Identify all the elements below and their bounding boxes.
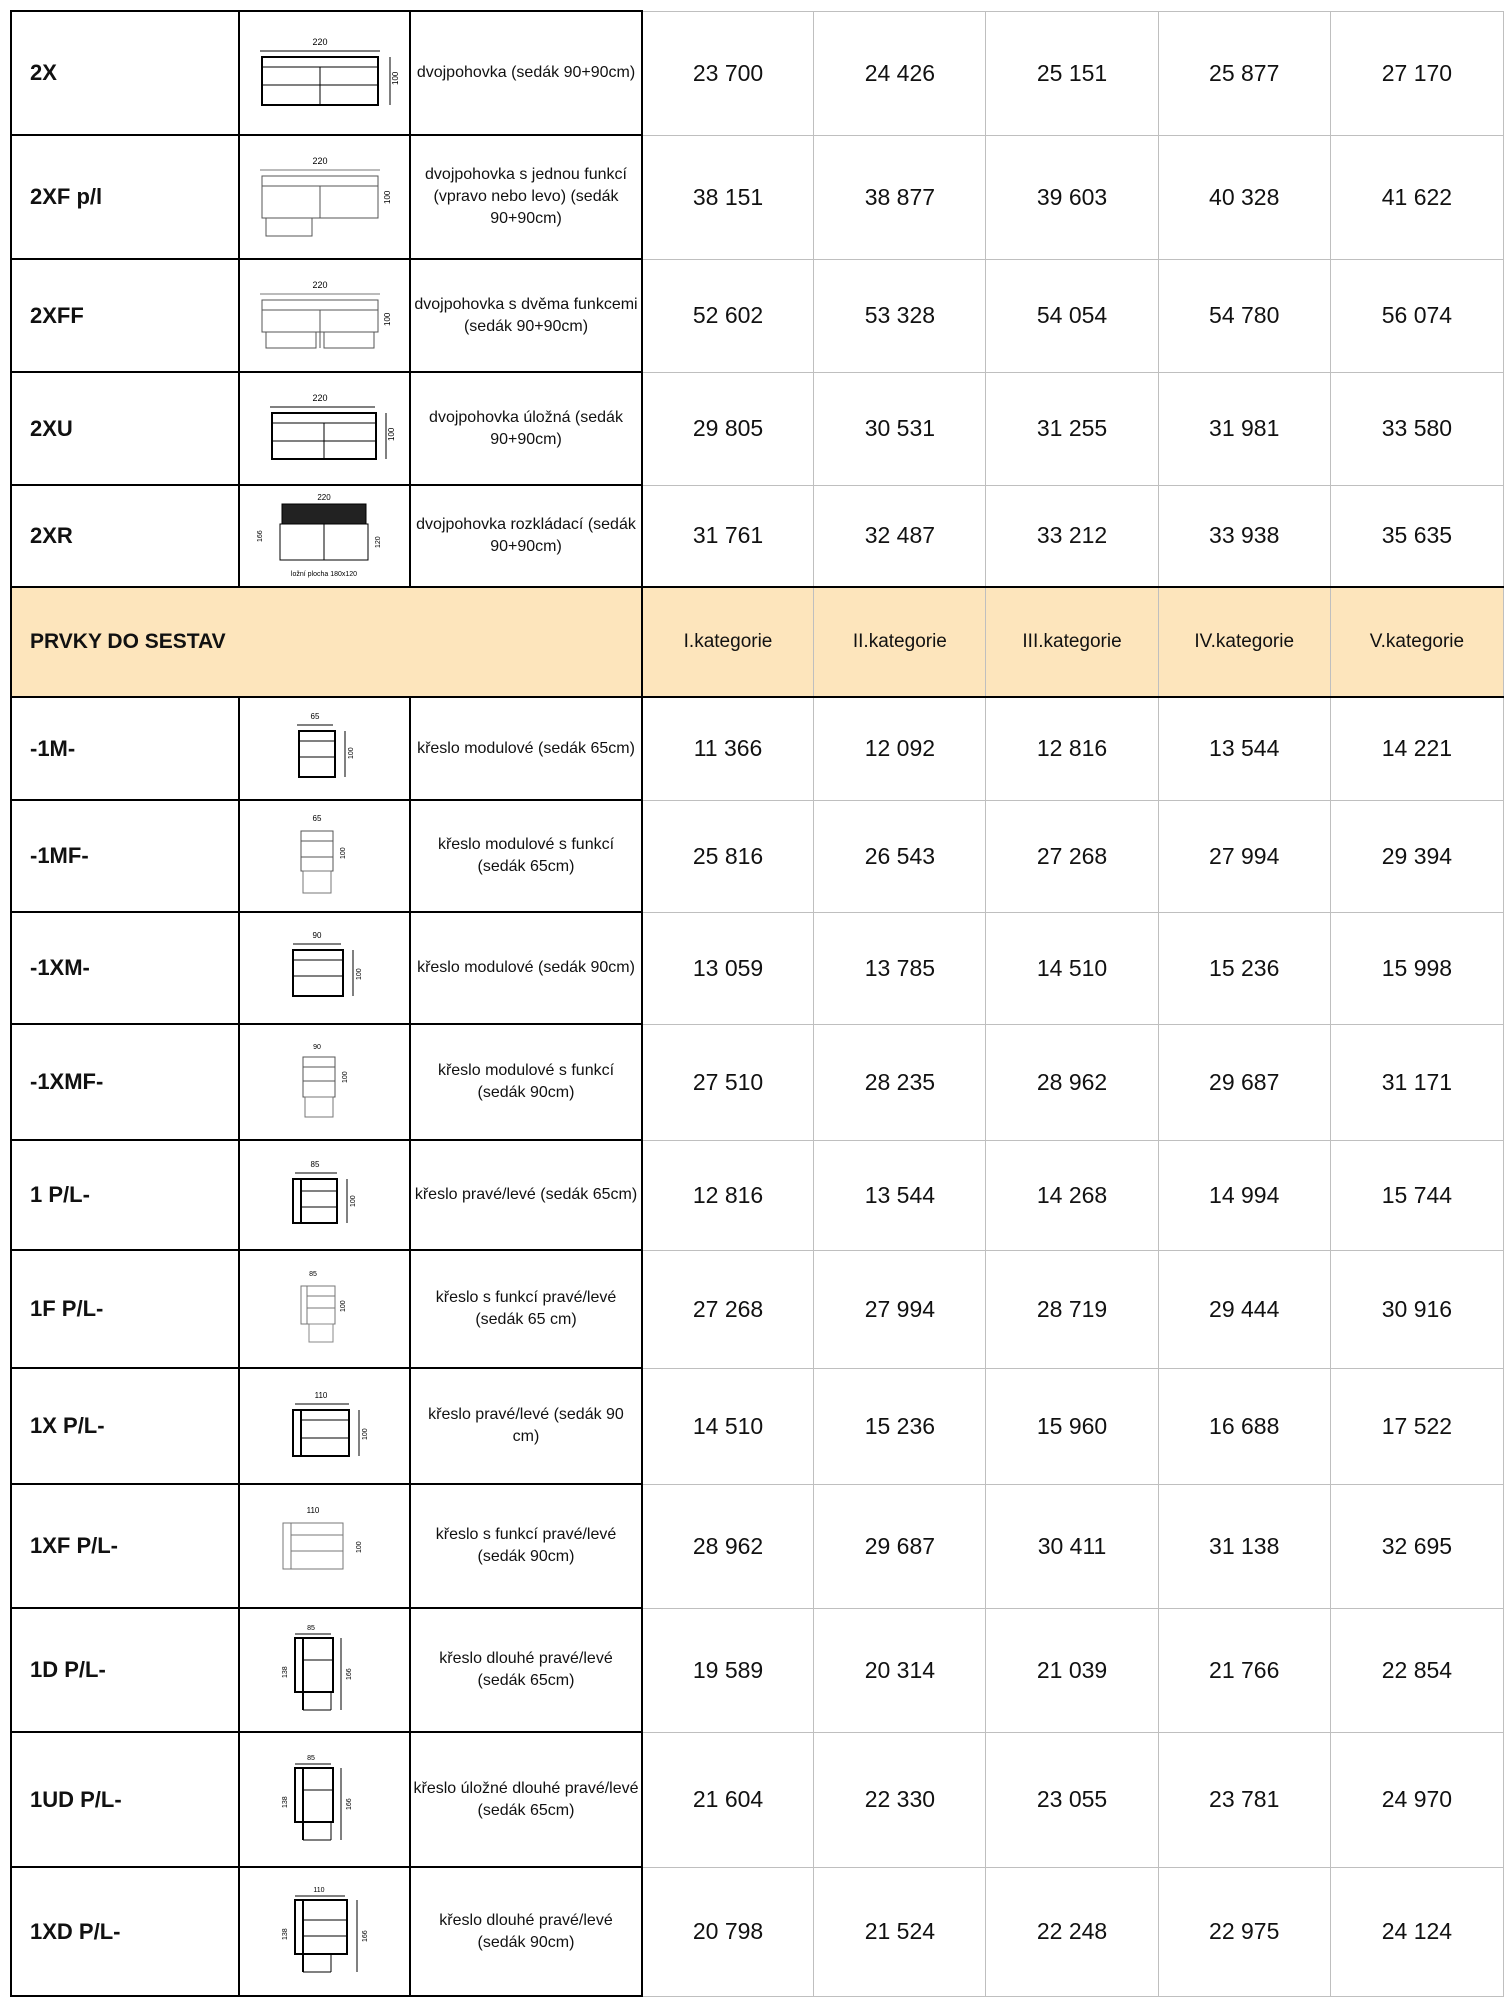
product-code: 2XF p/l: [11, 135, 239, 259]
product-description: křeslo s funkcí pravé/levé (sedák 65 cm): [410, 1250, 641, 1368]
svg-text:100: 100: [339, 847, 347, 859]
product-description: křeslo pravé/levé (sedák 90 cm): [410, 1368, 641, 1484]
category-header-5: V.kategorie: [1330, 587, 1503, 697]
svg-text:100: 100: [355, 968, 363, 980]
product-description: křeslo modulové s funkcí (sedák 65cm): [410, 800, 641, 912]
category-header-1: I.kategorie: [642, 587, 814, 697]
price-cat-3: 33 212: [986, 485, 1158, 587]
price-cat-4: 15 236: [1158, 912, 1330, 1024]
price-cat-1: 27 268: [642, 1250, 814, 1368]
product-description: křeslo dlouhé pravé/levé (sedák 90cm): [410, 1867, 641, 1996]
module-1pl-drawing: [239, 1140, 410, 1250]
category-header-3: III.kategorie: [986, 587, 1158, 697]
price-cat-3: 21 039: [986, 1608, 1158, 1732]
price-cat-4: 13 544: [1158, 697, 1330, 800]
product-description: dvojpohovka úložná (sedák 90+90cm): [410, 372, 641, 485]
price-cat-1: 27 510: [642, 1024, 814, 1140]
svg-text:100: 100: [382, 190, 392, 204]
product-description: křeslo dlouhé pravé/levé (sedák 65cm): [410, 1608, 641, 1732]
price-cat-1: 25 816: [642, 800, 814, 912]
module-1xfpl-drawing: [239, 1484, 410, 1608]
price-cat-5: 30 916: [1330, 1250, 1503, 1368]
module-1m-drawing: [239, 697, 410, 800]
product-code: 2XU: [11, 372, 239, 485]
price-cat-3: 14 510: [986, 912, 1158, 1024]
svg-text:65: 65: [312, 814, 322, 823]
table-row: [11, 485, 1504, 587]
price-cat-4: 29 687: [1158, 1024, 1330, 1140]
price-cat-3: 31 255: [986, 372, 1158, 485]
price-cat-5: 15 998: [1330, 912, 1503, 1024]
price-cat-1: 28 962: [642, 1484, 814, 1608]
svg-text:100: 100: [361, 1428, 369, 1440]
sofa-2x-drawing: [239, 11, 410, 135]
svg-text:220: 220: [317, 493, 331, 502]
module-1xm-drawing: [239, 912, 410, 1024]
module-1xmf-drawing: [239, 1024, 410, 1140]
svg-text:220: 220: [312, 279, 328, 290]
sofa-2xu-drawing: [239, 372, 410, 485]
price-cat-4: 31 981: [1158, 372, 1330, 485]
price-cat-2: 26 543: [814, 800, 986, 912]
price-cat-5: 24 970: [1330, 1732, 1503, 1867]
price-cat-2: 15 236: [814, 1368, 986, 1484]
svg-text:166: 166: [361, 1929, 369, 1942]
category-header-2: II.kategorie: [814, 587, 986, 697]
table-row: [11, 800, 1504, 912]
svg-text:90: 90: [312, 931, 322, 940]
svg-text:100: 100: [386, 427, 396, 441]
price-cat-2: 29 687: [814, 1484, 986, 1608]
price-cat-4: 40 328: [1158, 135, 1330, 259]
table-row: [11, 1140, 1504, 1250]
product-code: 1D P/L-: [11, 1608, 239, 1732]
price-cat-3: 28 962: [986, 1024, 1158, 1140]
price-cat-2: 32 487: [814, 485, 986, 587]
price-cat-3: 14 268: [986, 1140, 1158, 1250]
price-cat-3: 22 248: [986, 1867, 1158, 1996]
price-cat-3: 28 719: [986, 1250, 1158, 1368]
product-code: 1UD P/L-: [11, 1732, 239, 1867]
table-row: [11, 1250, 1504, 1368]
price-cat-3: 23 055: [986, 1732, 1158, 1867]
svg-text:110: 110: [313, 1886, 325, 1894]
price-cat-2: 24 426: [814, 11, 986, 135]
svg-text:85: 85: [310, 1160, 320, 1169]
category-header-4: IV.kategorie: [1158, 587, 1330, 697]
product-code: -1M-: [11, 697, 239, 800]
product-code: 1X P/L-: [11, 1368, 239, 1484]
price-cat-1: 23 700: [642, 11, 814, 135]
module-1xdpl-drawing: [239, 1867, 410, 1996]
product-description: křeslo s funkcí pravé/levé (sedák 90cm): [410, 1484, 641, 1608]
price-cat-4: 22 975: [1158, 1867, 1330, 1996]
module-1fpl-drawing: [239, 1250, 410, 1368]
price-cat-4: 21 766: [1158, 1608, 1330, 1732]
price-cat-5: 27 170: [1330, 11, 1503, 135]
price-cat-5: 15 744: [1330, 1140, 1503, 1250]
svg-text:65: 65: [310, 711, 320, 721]
product-description: křeslo pravé/levé (sedák 65cm): [410, 1140, 641, 1250]
svg-text:220: 220: [312, 392, 328, 403]
product-description: dvojpohovka (sedák 90+90cm): [410, 11, 641, 135]
price-cat-5: 17 522: [1330, 1368, 1503, 1484]
price-cat-1: 52 602: [642, 259, 814, 372]
product-description: křeslo modulové s funkcí (sedák 90cm): [410, 1024, 641, 1140]
price-cat-3: 25 151: [986, 11, 1158, 135]
sofa-2xr-drawing: [239, 485, 410, 587]
price-cat-2: 53 328: [814, 259, 986, 372]
svg-text:138: 138: [281, 1927, 289, 1940]
price-cat-4: 29 444: [1158, 1250, 1330, 1368]
price-cat-3: 30 411: [986, 1484, 1158, 1608]
product-code: 1F P/L-: [11, 1250, 239, 1368]
price-cat-2: 30 531: [814, 372, 986, 485]
price-table: [10, 10, 1504, 1997]
product-description: dvojpohovka s dvěma funkcemi (sedák 90+90cm): [410, 259, 641, 372]
price-cat-5: 29 394: [1330, 800, 1503, 912]
price-cat-1: 19 589: [642, 1608, 814, 1732]
table-row: [11, 1608, 1504, 1732]
section-title: PRVKY DO SESTAV: [11, 587, 642, 697]
svg-text:85: 85: [306, 1754, 315, 1762]
product-code: -1XM-: [11, 912, 239, 1024]
price-cat-5: 32 695: [1330, 1484, 1503, 1608]
module-1dpl-drawing: [239, 1608, 410, 1732]
svg-text:166: 166: [345, 1668, 353, 1680]
price-cat-4: 27 994: [1158, 800, 1330, 912]
price-cat-5: 14 221: [1330, 697, 1503, 800]
price-cat-2: 38 877: [814, 135, 986, 259]
price-cat-1: 13 059: [642, 912, 814, 1024]
product-code: 1XD P/L-: [11, 1867, 239, 1996]
svg-text:90: 90: [312, 1044, 321, 1051]
product-code: 1XF P/L-: [11, 1484, 239, 1608]
price-cat-1: 38 151: [642, 135, 814, 259]
price-cat-1: 29 805: [642, 372, 814, 485]
svg-text:100: 100: [390, 71, 400, 85]
table-row: [11, 1484, 1504, 1608]
product-description: dvojpohovka rozkládací (sedák 90+90cm): [410, 485, 641, 587]
svg-text:100: 100: [347, 746, 355, 759]
svg-text:100: 100: [341, 1071, 349, 1083]
product-code: 2XR: [11, 485, 239, 587]
svg-text:110: 110: [306, 1506, 320, 1515]
price-cat-1: 21 604: [642, 1732, 814, 1867]
module-1xpl-drawing: [239, 1368, 410, 1484]
price-cat-3: 12 816: [986, 697, 1158, 800]
price-cat-4: 33 938: [1158, 485, 1330, 587]
svg-text:166: 166: [345, 1797, 353, 1810]
table-row: [11, 11, 1504, 135]
price-cat-5: 41 622: [1330, 135, 1503, 259]
price-cat-2: 12 092: [814, 697, 986, 800]
product-description: křeslo modulové (sedák 90cm): [410, 912, 641, 1024]
product-description: křeslo modulové (sedák 65cm): [410, 697, 641, 800]
price-cat-3: 15 960: [986, 1368, 1158, 1484]
svg-text:138: 138: [281, 1666, 289, 1678]
svg-text:120: 120: [374, 536, 382, 548]
table-row: [11, 1732, 1504, 1867]
svg-text:85: 85: [306, 1625, 315, 1632]
svg-text:100: 100: [349, 1195, 357, 1207]
product-description: křeslo úložné dlouhé pravé/levé (sedák 65cm): [410, 1732, 641, 1867]
price-cat-4: 25 877: [1158, 11, 1330, 135]
table-row: [11, 135, 1504, 259]
price-cat-4: 14 994: [1158, 1140, 1330, 1250]
price-cat-4: 23 781: [1158, 1732, 1330, 1867]
price-cat-2: 20 314: [814, 1608, 986, 1732]
price-cat-3: 54 054: [986, 259, 1158, 372]
table-row: [11, 372, 1504, 485]
section-header-row: [11, 587, 1504, 697]
price-cat-2: 13 544: [814, 1140, 986, 1250]
price-cat-2: 28 235: [814, 1024, 986, 1140]
price-cat-1: 31 761: [642, 485, 814, 587]
price-cat-2: 21 524: [814, 1867, 986, 1996]
table-row: [11, 912, 1504, 1024]
price-cat-1: 12 816: [642, 1140, 814, 1250]
product-code: -1MF-: [11, 800, 239, 912]
price-cat-5: 56 074: [1330, 259, 1503, 372]
sofa-2xf-drawing: [239, 135, 410, 259]
sofa-2xff-drawing: [239, 259, 410, 372]
svg-text:220: 220: [312, 156, 328, 166]
price-cat-5: 33 580: [1330, 372, 1503, 485]
table-row: [11, 1368, 1504, 1484]
product-description: dvojpohovka s jednou funkcí (vpravo nebo levo) (sedák 90+90cm): [410, 135, 641, 259]
module-1mf-drawing: [239, 800, 410, 912]
svg-text:100: 100: [382, 312, 392, 326]
svg-text:220: 220: [312, 37, 328, 47]
price-cat-4: 31 138: [1158, 1484, 1330, 1608]
svg-text:110: 110: [314, 1391, 328, 1400]
price-cat-1: 20 798: [642, 1867, 814, 1996]
price-cat-5: 35 635: [1330, 485, 1503, 587]
table-row: [11, 1024, 1504, 1140]
svg-text:85: 85: [308, 1271, 317, 1278]
price-cat-5: 31 171: [1330, 1024, 1503, 1140]
product-code: 2XFF: [11, 259, 239, 372]
product-code: 2X: [11, 11, 239, 135]
price-cat-2: 27 994: [814, 1250, 986, 1368]
product-code: -1XMF-: [11, 1024, 239, 1140]
price-cat-5: 22 854: [1330, 1608, 1503, 1732]
price-cat-5: 24 124: [1330, 1867, 1503, 1996]
price-cat-4: 16 688: [1158, 1368, 1330, 1484]
svg-text:100: 100: [339, 1300, 347, 1312]
price-cat-2: 22 330: [814, 1732, 986, 1867]
price-cat-1: 11 366: [642, 697, 814, 800]
price-cat-3: 27 268: [986, 800, 1158, 912]
price-cat-1: 14 510: [642, 1368, 814, 1484]
svg-text:138: 138: [281, 1795, 289, 1808]
svg-text:100: 100: [355, 1541, 363, 1553]
svg-text:ložní plocha 180x120: ložní plocha 180x120: [290, 571, 357, 578]
module-1udpl-drawing: [239, 1732, 410, 1867]
svg-text:166: 166: [256, 530, 264, 542]
table-row: [11, 697, 1504, 800]
product-code: 1 P/L-: [11, 1140, 239, 1250]
table-row: [11, 259, 1504, 372]
table-row: [11, 1867, 1504, 1996]
price-cat-3: 39 603: [986, 135, 1158, 259]
price-cat-4: 54 780: [1158, 259, 1330, 372]
price-cat-2: 13 785: [814, 912, 986, 1024]
